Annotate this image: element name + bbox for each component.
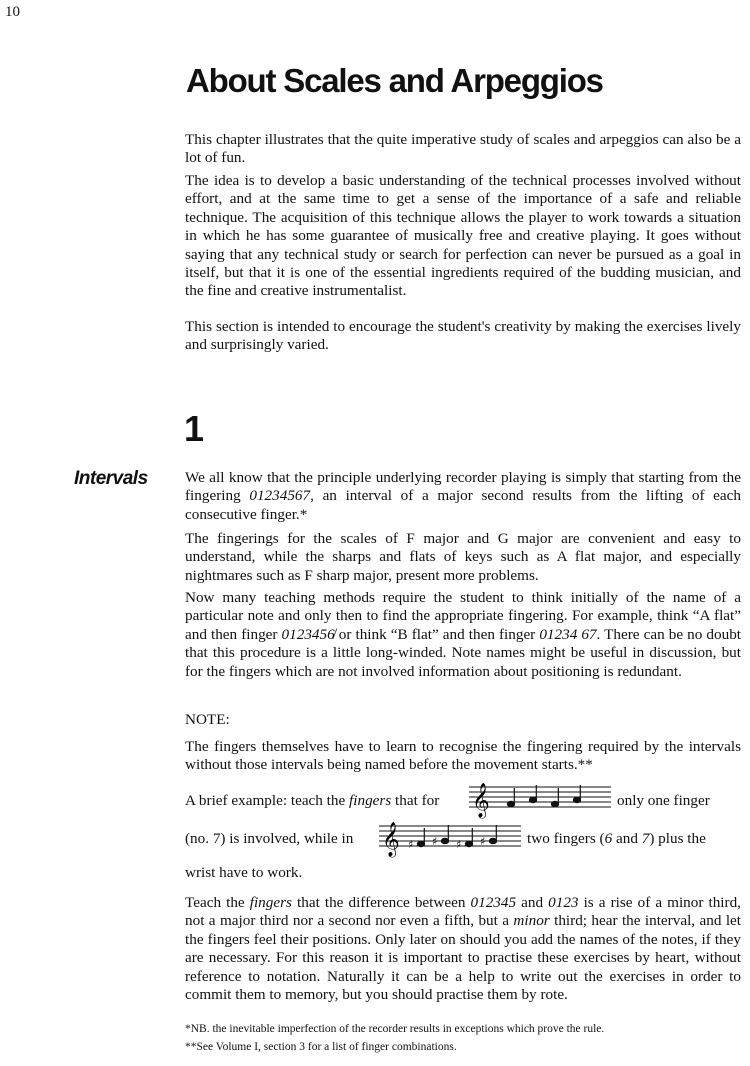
svg-text:♯: ♯: [456, 838, 462, 851]
example-line-2-end: two fingers (6 and 7) plus the: [527, 830, 706, 847]
intro-paragraph-1: This chapter illustrates that the quite imperative study of scales and arpeggios can also be a lot of fun.: [185, 131, 741, 167]
chapter-title: About Scales and Arpeggios: [186, 62, 603, 99]
footnote-2: **See Volume I, section 3 for a list of finger combinations.: [185, 1041, 457, 1053]
intervals-paragraph-5: Teach the fingers that the difference between 012345 and 0123 is a rise of a minor third, not a major third nor a second nor even a fifth, but a minor third; hear the interval, and let the fingers feel their positions. Only later on should you add the names of the notes, if they are necessary. For this reason it is important to practise these exercises by heart, without reference to notation. Naturally it can be a help to write out the exercises in order to commit them to memory, but you should practise them by rote.: [185, 894, 741, 1004]
svg-text:♯: ♯: [408, 838, 414, 851]
intervals-paragraph-2: The fingerings for the scales of F major and G major are convenient and easy to understand, while the sharps and flats of keys such as A flat major, and especially nightmares such as F sharp major, present more problems.: [185, 530, 741, 584]
side-heading-intervals: Intervals: [74, 468, 148, 489]
example-line-1: A brief example: teach the fingers that for: [185, 792, 440, 809]
section-number: 1: [184, 408, 205, 449]
intervals-paragraph-1: We all know that the principle underlying recorder playing is simply that starting from the fingering 01234567, an interval of a major second results from the lifting of each consecutive finger.*: [185, 469, 741, 523]
svg-text:♯: ♯: [432, 835, 438, 848]
intro-paragraph-3: This section is intended to encourage the student's creativity by making the exercises lively and surprisingly varied.: [185, 318, 741, 354]
note-label: NOTE:: [185, 711, 230, 728]
footnote-1: *NB. the inevitable imperfection of the recorder results in exceptions which prove the rule.: [185, 1023, 605, 1035]
music-staff-example-2: [379, 815, 521, 861]
example-line-2: (no. 7) is involved, while in: [185, 830, 354, 847]
page-number: 10: [5, 4, 20, 20]
svg-text:♯: ♯: [480, 835, 486, 848]
treble-clef-icon: 𝄞: [382, 822, 400, 857]
example-line-3: wrist have to work.: [185, 864, 303, 881]
treble-clef-icon: 𝄞: [472, 783, 490, 818]
intervals-paragraph-3: Now many teaching methods require the student to think initially of the name of a particular note and only then to find the appropriate fingering. For example, think “A flat” and then finger 0123456̸ or think “B flat” and then finger 01234 67. There can be no doubt that this procedure is a little long-winded. Note names might be useful in discussion, but for the fingers which are not involved information about positioning is redundant.: [185, 589, 742, 680]
intro-paragraph-2: The idea is to develop a basic understanding of the technical processes involved without effort, and at the same time to get a sense of the importance of a safe and reliable technique. The acquisition of this technique allows the player to work towards a situation in which he has some guarantee of musically free and creative playing. It goes without saying that any technical study or search for perfection can never be pursued as a goal in itself, but that it is one of the essential ingredients required of the budding musician, and the fine and creative instrumentalist.: [185, 172, 741, 300]
note-paragraph: The fingers themselves have to learn to recognise the fingering required by the intervals without those intervals being named before the movement starts.**: [185, 738, 741, 774]
example-line-1-end: only one finger: [617, 792, 710, 809]
